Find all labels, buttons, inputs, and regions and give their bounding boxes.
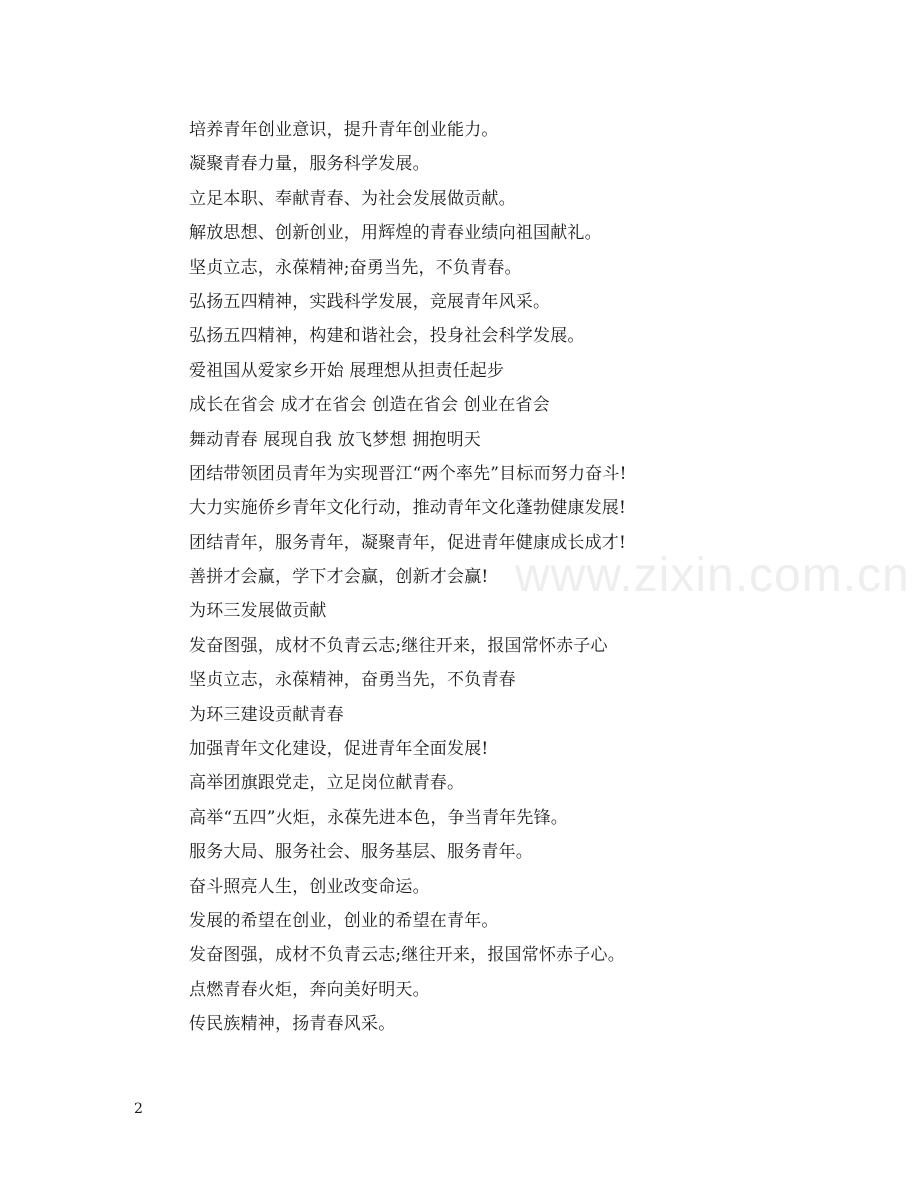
slogan-line: 解放思想、创新创业，用辉煌的青春业绩向祖国献礼。 bbox=[189, 223, 602, 244]
slogan-line: 弘扬五四精神，构建和谐社会，投身社会科学发展。 bbox=[189, 326, 585, 347]
slogan-line: 发奋图强，成材不负青云志;继往开来，报国常怀赤子心 bbox=[189, 635, 608, 656]
slogan-line: 大力实施侨乡青年文化行动，推动青年文化蓬勃健康发展! bbox=[189, 498, 627, 519]
slogan-line: 坚贞立志，永葆精神;奋勇当先，不负青春。 bbox=[189, 257, 522, 278]
slogan-line: 爱祖国从爱家乡开始 展理想从担责任起步 bbox=[189, 360, 505, 381]
slogan-line: 传民族精神，扬青春风采。 bbox=[189, 1014, 396, 1035]
watermark: www.zixin.com.cn bbox=[515, 549, 910, 602]
slogan-line: 凝聚青春力量，服务科学发展。 bbox=[189, 154, 430, 175]
slogan-line: 培养青年创业意识，提升青年创业能力。 bbox=[189, 120, 499, 140]
slogan-line: 立足本职、奉献青春、为社会发展做贡献。 bbox=[189, 188, 516, 209]
slogan-line: 加强青年文化建设，促进青年全面发展! bbox=[189, 739, 489, 760]
slogan-line: 为环三发展做贡献 bbox=[189, 601, 327, 622]
slogan-line: 奋斗照亮人生，创业改变命运。 bbox=[189, 876, 430, 897]
slogan-line: 服务大局、服务社会、服务基层、服务青年。 bbox=[189, 842, 533, 863]
slogan-line: 成长在省会 成才在省会 创造在省会 创业在省会 bbox=[189, 395, 550, 416]
slogan-list bbox=[189, 113, 829, 1042]
slogan-line: 高举团旗跟党走，立足岗位献青春。 bbox=[189, 773, 465, 794]
slogan-line: 团结青年，服务青年，凝聚青年，促进青年健康成长成才! bbox=[189, 532, 627, 553]
slogan-line: 为环三建设贡献青春 bbox=[189, 704, 344, 725]
slogan-line: 高举“五四”火炬，永葆先进本色，争当青年先锋。 bbox=[189, 807, 568, 828]
slogan-line: 弘扬五四精神，实践科学发展，竞展青年风采。 bbox=[189, 291, 551, 312]
slogan-line: 发展的希望在创业，创业的希望在青年。 bbox=[189, 910, 499, 931]
slogan-line: 舞动青春 展现自我 放飞梦想 拥抱明天 bbox=[189, 429, 482, 450]
slogan-line: 团结带领团员青年为实现晋江“两个率先”目标而努力奋斗! bbox=[189, 463, 627, 484]
slogan-line: 善拼才会赢，学下才会赢，创新才会赢! bbox=[189, 567, 489, 588]
slogan-line: 发奋图强，成材不负青云志;继往开来，报国常怀赤子心。 bbox=[189, 945, 625, 966]
slogan-line: 点燃青春火炬，奔向美好明天。 bbox=[189, 979, 430, 1000]
slogan-line: 坚贞立志，永葆精神，奋勇当先，不负青春 bbox=[189, 670, 516, 691]
page-number: 2 bbox=[134, 1101, 143, 1117]
